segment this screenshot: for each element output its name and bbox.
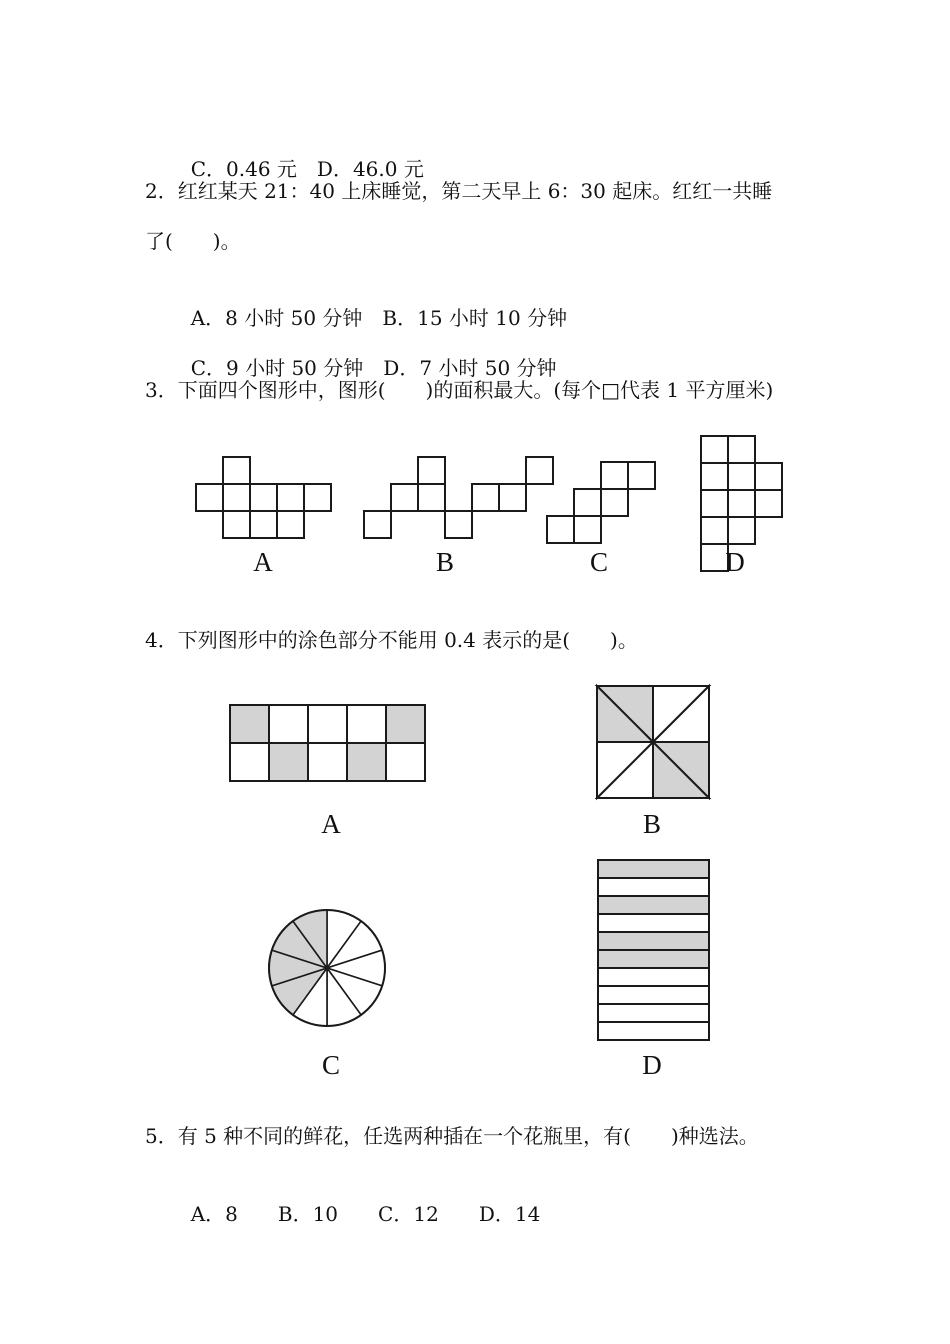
grid-cell	[386, 743, 425, 781]
q1-option-c: C．0.46 元	[190, 157, 297, 181]
q5-option-b: B．10	[277, 1202, 339, 1226]
q4-figure-b-square	[597, 686, 709, 798]
unit-square	[391, 484, 418, 511]
q4-label-d: D	[642, 1050, 662, 1080]
q1-option-d: D．46.0 元	[316, 157, 424, 181]
unit-square	[701, 517, 728, 544]
unit-square	[445, 511, 472, 538]
q3-label-b: B	[435, 547, 454, 577]
shaded-cell	[347, 743, 386, 781]
q4-figure-d-strips	[598, 860, 709, 1040]
unit-square	[526, 457, 553, 484]
q4-label-c: C	[321, 1050, 340, 1080]
unit-square	[728, 517, 755, 544]
q4-label-b: B	[642, 809, 661, 839]
unit-square	[250, 511, 277, 538]
q3-label-a: A	[253, 547, 273, 577]
shaded-strip	[598, 932, 709, 950]
unit-square	[628, 462, 655, 489]
strip	[598, 1004, 709, 1022]
unit-square	[223, 484, 250, 511]
q3-label-d: D	[725, 547, 745, 577]
unit-square	[364, 511, 391, 538]
unit-square	[728, 463, 755, 490]
grid-cell	[347, 705, 386, 743]
unit-square	[701, 463, 728, 490]
q5-option-d: D．14	[478, 1202, 541, 1226]
q3-figure-b	[364, 457, 553, 538]
shaded-strip	[598, 950, 709, 968]
q4-stem: 4．下列图形中的涂色部分不能用 0.4 表示的是( )。	[145, 628, 638, 652]
unit-square	[223, 511, 250, 538]
grid-cell	[308, 705, 347, 743]
shaded-strip	[598, 860, 709, 878]
q2-option-c: C．9 小时 50 分钟	[190, 356, 364, 380]
strip	[598, 968, 709, 986]
shaded-strip	[598, 896, 709, 914]
shaded-cell	[269, 743, 308, 781]
q5-option-c: C．12	[378, 1202, 439, 1226]
unit-square	[574, 489, 601, 516]
unit-square	[755, 490, 782, 517]
q2-option-d: D．7 小时 50 分钟	[383, 356, 557, 380]
strip	[598, 914, 709, 932]
strip	[598, 1022, 709, 1040]
grid-cell	[308, 743, 347, 781]
q4-figure-a-grid	[230, 705, 425, 781]
q3-figure-a	[196, 457, 331, 538]
unit-square	[196, 484, 223, 511]
q2-option-a: A．8 小时 50 分钟	[190, 306, 363, 330]
unit-square	[499, 484, 526, 511]
q4-label-a: A	[321, 809, 341, 839]
unit-square	[728, 490, 755, 517]
q5-option-a: A．8	[190, 1202, 238, 1226]
unit-square	[304, 484, 331, 511]
q3-label-c: C	[589, 547, 608, 577]
unit-square	[601, 489, 628, 516]
q2-stem-line2: 了( )。	[145, 229, 241, 253]
unit-square	[574, 516, 601, 543]
unit-square	[418, 457, 445, 484]
grid-cell	[269, 705, 308, 743]
unit-square	[701, 436, 728, 463]
unit-square	[277, 484, 304, 511]
unit-square	[223, 457, 250, 484]
unit-square	[418, 484, 445, 511]
unit-square	[601, 462, 628, 489]
q2-option-b: B．15 小时 10 分钟	[382, 306, 568, 330]
unit-square	[728, 436, 755, 463]
unit-square	[472, 484, 499, 511]
q5-options	[178, 1172, 540, 1228]
shaded-cell	[230, 705, 269, 743]
unit-square	[755, 463, 782, 490]
strip	[598, 986, 709, 1004]
q4-figure-c-circle	[269, 910, 385, 1026]
unit-square	[250, 484, 277, 511]
q3-figure-c	[547, 462, 655, 543]
q2-stem-line1: 2．红红某天 21：40 上床睡觉，第二天早上 6：30 起床。红红一共睡	[145, 179, 773, 203]
q3-stem: 3．下面四个图形中，图形( )的面积最大。(每个□代表 1 平方厘米)	[145, 378, 774, 402]
strip	[598, 878, 709, 896]
q5-stem: 5．有 5 种不同的鲜花，任选两种插在一个花瓶里，有( )种选法。	[145, 1124, 759, 1148]
unit-square	[277, 511, 304, 538]
unit-square	[701, 490, 728, 517]
shaded-cell	[386, 705, 425, 743]
unit-square	[547, 516, 574, 543]
grid-cell	[230, 743, 269, 781]
